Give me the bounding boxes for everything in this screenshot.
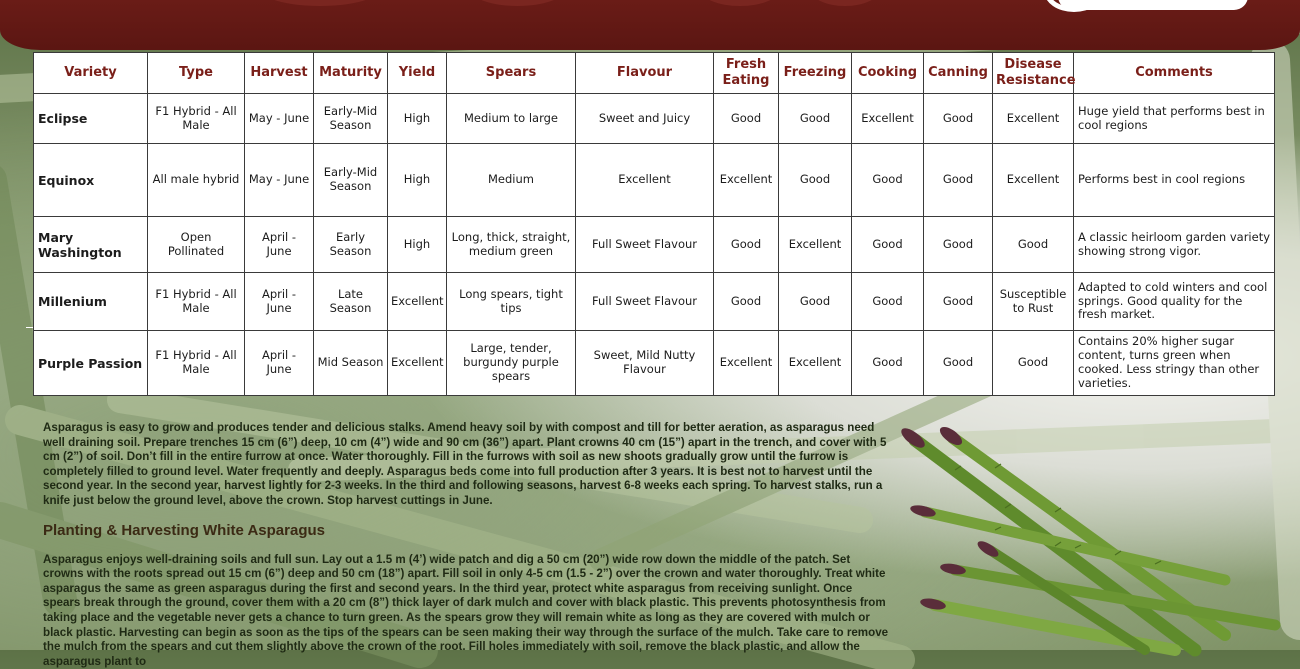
spears-cell: Medium [447, 144, 576, 217]
comments-cell: Adapted to cold winters and cool springs. Good quality for the fresh market. [1074, 273, 1275, 331]
comments-cell: Huge yield that performs best in cool regions [1074, 94, 1275, 144]
comments-cell: Performs best in cool regions [1074, 144, 1275, 217]
white-asparagus-paragraph: Asparagus enjoys well-draining soils and full sun. Lay out a 1.5 m (4’) wide patch and dig a 50 cm (20”) wide row down the middle of the patch. Set crowns with the roots spread out 15 cm (6”) deep and 50 cm (18”) apart. Fill soil in only 4-5 cm (1.5 - 2”) over the crown and water thoroughly. Treat white asparagus the same as green asparagus during the first and second years. In the third year, protect white asparagus from receiving sunlight. Once spears break through the ground, cover them with a 20 cm (8”) thick layer of dark mulch and cover with black plastic. This prevents photosynthesis from taking place and the vegetable never gets a chance to turn green. As the spears grow they will remain white as long as they are covered with mulch or black plastic. Harvesting can begin as soon as the tips of the spears can be seen making their way through the surface of the mulch. Take care to remove the mulch from the spears and cut them slightly above the crown of the root. Fill holes immediately with soil, remove the black plastic, and allow the asparagus plant to [43, 552, 889, 668]
fresh-eating-cell: Good [714, 273, 779, 331]
title-banner [0, 0, 1300, 50]
yield-cell: High [388, 94, 447, 144]
column-header: Cooking [852, 53, 924, 94]
column-header: Spears [447, 53, 576, 94]
column-header: Variety [34, 53, 148, 94]
cooking-cell: Good [852, 331, 924, 396]
type-cell: Open Pollinated [148, 217, 245, 273]
fresh-eating-cell: Good [714, 94, 779, 144]
cooking-cell: Excellent [852, 94, 924, 144]
comments-cell: Contains 20% higher sugar content, turns green when cooked. Less stringy than other varieties. [1074, 331, 1275, 396]
yield-cell: High [388, 217, 447, 273]
table-header-row [34, 53, 1275, 94]
table-row [34, 331, 1275, 396]
table-row [34, 144, 1275, 217]
variety-cell: Eclipse [34, 94, 148, 144]
comments-cell: A classic heirloom garden variety showing strong vigor. [1074, 217, 1275, 273]
column-header: Yield [388, 53, 447, 94]
logo-badge [1058, 0, 1248, 10]
type-cell: F1 Hybrid - All Male [148, 94, 245, 144]
variety-cell: Mary Washington [34, 217, 148, 273]
maturity-cell: Late Season [314, 273, 388, 331]
disease-resistance-cell: Susceptible to Rust [993, 273, 1074, 331]
disease-resistance-cell: Good [993, 217, 1074, 273]
cooking-cell: Good [852, 144, 924, 217]
column-header: Type [148, 53, 245, 94]
spears-cell: Medium to large [447, 94, 576, 144]
harvest-cell: April - June [245, 331, 314, 396]
maturity-cell: Early-Mid Season [314, 94, 388, 144]
canning-cell: Good [924, 217, 993, 273]
yield-cell: Excellent [388, 273, 447, 331]
variety-cell: Equinox [34, 144, 148, 217]
cooking-cell: Good [852, 273, 924, 331]
maturity-cell: Early-Mid Season [314, 144, 388, 217]
flavour-cell: Full Sweet Flavour [576, 273, 714, 331]
disease-resistance-cell: Good [993, 331, 1074, 396]
spears-cell: Large, tender, burgundy purple spears [447, 331, 576, 396]
flavour-cell: Sweet, Mild Nutty Flavour [576, 331, 714, 396]
spears-cell: Long spears, tight tips [447, 273, 576, 331]
harvest-cell: May - June [245, 94, 314, 144]
variety-cell: Millenium [34, 273, 148, 331]
column-header: Flavour [576, 53, 714, 94]
fresh-eating-cell: Good [714, 217, 779, 273]
spears-cell: Long, thick, straight, medium green [447, 217, 576, 273]
column-header: Harvest [245, 53, 314, 94]
table-row [34, 217, 1275, 273]
maturity-cell: Mid Season [314, 331, 388, 396]
table-row [34, 273, 1275, 331]
section-heading: Planting & Harvesting White Asparagus [43, 521, 325, 539]
variety-cell: Purple Passion [34, 331, 148, 396]
canning-cell: Good [924, 331, 993, 396]
freezing-cell: Excellent [779, 331, 852, 396]
harvest-cell: April - June [245, 273, 314, 331]
type-cell: All male hybrid [148, 144, 245, 217]
harvest-cell: May - June [245, 144, 314, 217]
column-header: Canning [924, 53, 993, 94]
type-cell: F1 Hybrid - All Male [148, 331, 245, 396]
flavour-cell: Excellent [576, 144, 714, 217]
table-row [34, 94, 1275, 144]
growing-instructions [43, 421, 891, 669]
flavour-cell: Sweet and Juicy [576, 94, 714, 144]
intro-paragraph: Asparagus is easy to grow and produces tender and delicious stalks. Amend heavy soil by with compost and till for better aeration, as asparagus need well draining soil. Prepare trenches 15 cm (6”) deep, 10 cm (4”) wide and 90 cm (36”) apart. Plant crowns 40 cm (15”) apart in the trench, and cover with 5 cm (2”) of soil. Don’t fill in the entire furrow at once. Water thoroughly. Fill in the furrows with soil as new shoots gradually grow until the furrow is completely filled to ground level. Water frequently and deeply. Asparagus beds come into full production after 3 years. It is best not to harvest until the second year. In the second year, harvest lightly for 2-3 weeks. In the third and following seasons, harvest 6-8 weeks each spring. To harvest stalks, run a knife just below the ground level, above the crown. Stop harvest cuttings in June. [43, 421, 887, 507]
asparagus-bunch-image [895, 420, 1300, 650]
canning-cell: Good [924, 144, 993, 217]
freezing-cell: Good [779, 144, 852, 217]
freezing-cell: Good [779, 94, 852, 144]
column-header: Fresh Eating [714, 53, 779, 94]
yield-cell: High [388, 144, 447, 217]
freezing-cell: Good [779, 273, 852, 331]
column-header: Maturity [314, 53, 388, 94]
canning-cell: Good [924, 94, 993, 144]
asparagus-varieties-table [33, 52, 1275, 396]
fresh-eating-cell: Excellent [714, 144, 779, 217]
cooking-cell: Good [852, 217, 924, 273]
harvest-cell: April - June [245, 217, 314, 273]
freezing-cell: Excellent [779, 217, 852, 273]
disease-resistance-cell: Excellent [993, 144, 1074, 217]
fresh-eating-cell: Excellent [714, 331, 779, 396]
column-header: Disease Resistance [993, 53, 1074, 94]
flavour-cell: Full Sweet Flavour [576, 217, 714, 273]
column-header: Comments [1074, 53, 1275, 94]
yield-cell: Excellent [388, 331, 447, 396]
column-header: Freezing [779, 53, 852, 94]
canning-cell: Good [924, 273, 993, 331]
maturity-cell: Early Season [314, 217, 388, 273]
disease-resistance-cell: Excellent [993, 94, 1074, 144]
type-cell: F1 Hybrid - All Male [148, 273, 245, 331]
